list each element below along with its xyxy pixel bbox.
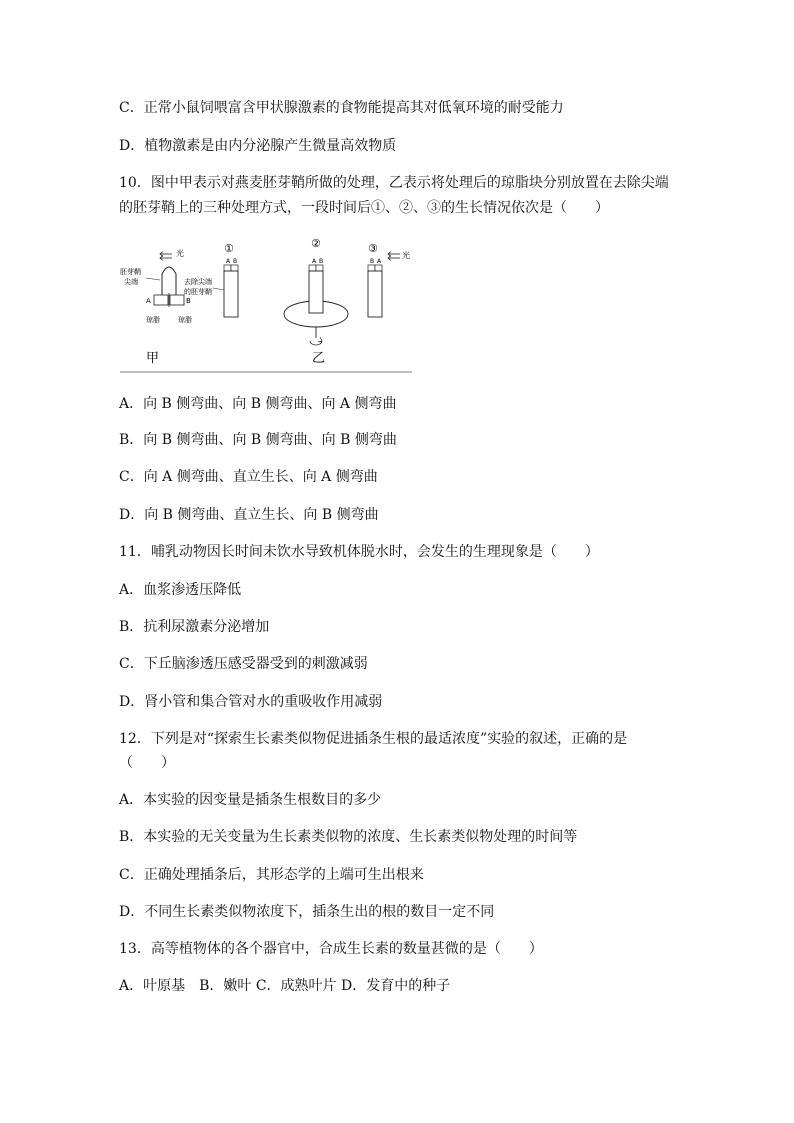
- coleoptile-tip: [162, 267, 176, 295]
- label-jia: 甲: [146, 351, 160, 366]
- coleoptile-2: [309, 271, 323, 313]
- question-12-line-2: （ ）: [119, 755, 175, 771]
- question-13: 13．高等植物体的各个器官中，合成生长素的数量甚微的是（ ）: [119, 941, 543, 957]
- agar-2a: [309, 265, 316, 271]
- side-a-label: A: [146, 297, 151, 305]
- side-b-label: B: [186, 297, 191, 305]
- option-b-q10: B．向 B 侧弯曲、向 B 侧弯曲、向 B 侧弯曲: [119, 432, 397, 448]
- option-d-q11: D．肾小管和集合管对水的重吸收作用减弱: [119, 694, 383, 710]
- agar-1a: [224, 265, 231, 271]
- removed-label-2: 的胚芽鞘: [184, 288, 212, 296]
- svg-text:B: B: [370, 258, 375, 265]
- svg-text:A: A: [312, 258, 317, 265]
- agar-3a: [375, 265, 382, 271]
- agar-2b: [316, 265, 323, 271]
- svg-text:B: B: [233, 258, 238, 265]
- coleoptile-1: [224, 271, 238, 317]
- option-b-q11: B．抗利尿激素分泌增加: [119, 619, 270, 635]
- label-yi: 乙: [312, 351, 326, 366]
- coleoptile-3: [368, 271, 382, 317]
- removed-label-1: 去除尖端: [184, 278, 212, 286]
- svg-text:A: A: [377, 258, 382, 265]
- tip-label-1: 胚芽鞘: [120, 268, 141, 276]
- option-d-q12: D．不同生长素类似物浓度下，插条生出的根的数目一定不同: [119, 904, 495, 920]
- question-10-line-2: 的胚芽鞘上的三种处理方式，一段时间后①、②、③的生长情况依次是（ ）: [119, 200, 609, 216]
- option-a-q12: A．本实验的因变量是插条生根数目的多少: [119, 792, 382, 808]
- options-q13: A．叶原基 B．嫩叶 C．成熟叶片 D．发育中的种子: [119, 978, 451, 994]
- option-c-q11: C．下丘脑渗透压感受器受到的刺激减弱: [119, 656, 368, 672]
- figure-drawing: [116, 238, 416, 378]
- agar-3b: [368, 265, 375, 271]
- option-c-q9: C．正常小鼠饲喂富含甲状腺激素的食物能提高其对低氧环境的耐受能力: [119, 100, 564, 116]
- option-a-q11: A．血浆渗透压降低: [119, 582, 242, 598]
- svg-text:B: B: [319, 258, 324, 265]
- question-12-line-1: 12．下列是对“探索生长素类似物促进插条生根的最适浓度”实验的叙述，正确的是: [119, 731, 628, 747]
- light-label-3: 光: [402, 251, 410, 260]
- option-b-q12: B．本实验的无关变量为生长素类似物的浓度、生长素类似物处理的时间等: [119, 829, 578, 845]
- question-11: 11．哺乳动物因长时间未饮水导致机体脱水时，会发生的生理现象是（ ）: [119, 544, 599, 560]
- num-2: ②: [311, 238, 321, 250]
- option-d-q9: D．植物激素是由内分泌腺产生微量高效物质: [119, 138, 397, 154]
- num-1: ①: [224, 242, 234, 255]
- question-10-line-1: 10．图中甲表示对燕麦胚芽鞘所做的处理，乙表示将处理后的琼脂块分别放置在去除尖端: [119, 175, 669, 191]
- agar-label-a: 琼脂: [146, 316, 160, 324]
- option-d-q10: D．向 B 侧弯曲、直立生长、向 B 侧弯曲: [119, 507, 379, 523]
- option-a-q10: A．向 B 侧弯曲、向 B 侧弯曲、向 A 侧弯曲: [119, 396, 397, 412]
- agar-1b: [231, 265, 238, 271]
- num-3: ③: [368, 242, 378, 255]
- option-c-q10: C．向 A 侧弯曲、直立生长、向 A 侧弯曲: [119, 469, 378, 485]
- option-c-q12: C．正确处理插条后，其形态学的上端可生出根来: [119, 867, 424, 883]
- agar-block-b: [170, 295, 184, 305]
- tip-label-2: 尖端: [124, 278, 138, 286]
- svg-text:A: A: [226, 258, 231, 265]
- light-label-jia: 光: [176, 249, 184, 258]
- agar-label-b: 琼脂: [178, 316, 192, 324]
- agar-block-a: [154, 295, 168, 305]
- figure-coleoptile-experiment: [116, 238, 416, 378]
